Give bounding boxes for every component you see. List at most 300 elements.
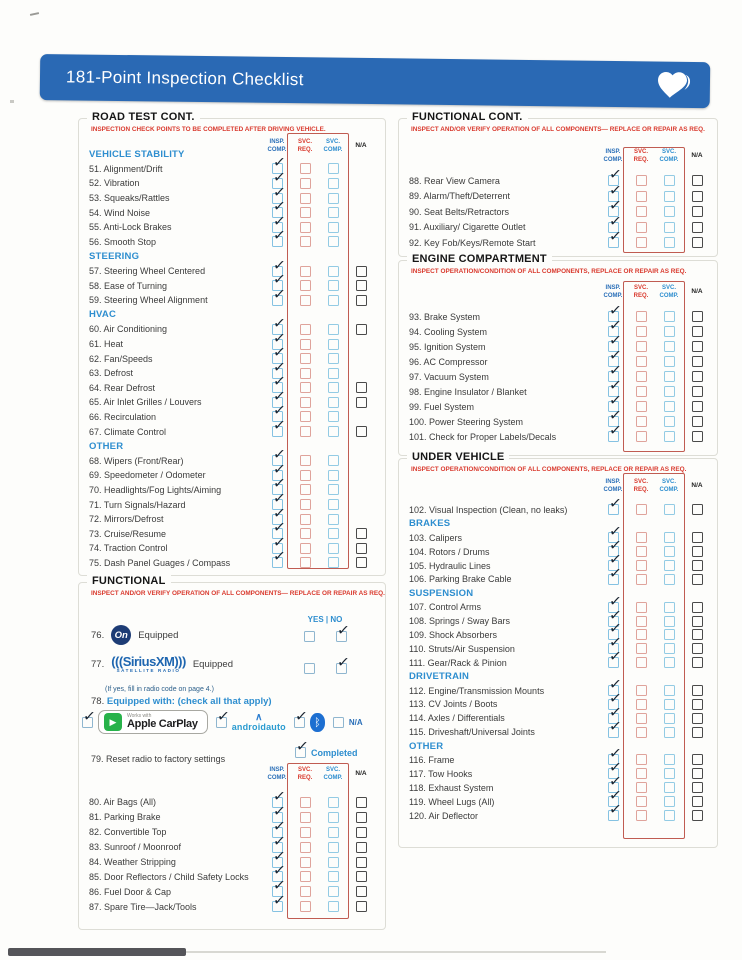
svc-comp-checkbox[interactable]	[664, 416, 675, 427]
svc-req-checkbox[interactable]	[636, 532, 647, 543]
svc-req-checkbox[interactable]	[636, 504, 647, 515]
insp-checkbox[interactable]	[271, 488, 287, 510]
svc-comp-checkbox[interactable]	[328, 827, 339, 838]
svc-req-checkbox[interactable]	[300, 163, 311, 174]
na-checkbox[interactable]	[356, 295, 367, 306]
insp-checkbox[interactable]	[607, 390, 623, 412]
svc-req-checkbox[interactable]	[300, 886, 311, 897]
section-under-vehicle	[398, 451, 718, 848]
na-checkbox[interactable]	[692, 768, 703, 779]
svc-comp-checkbox[interactable]	[664, 341, 675, 352]
svc-req-checkbox[interactable]	[636, 713, 647, 724]
apple-carplay-checkbox[interactable]	[82, 705, 97, 728]
insp-checkbox[interactable]	[271, 503, 287, 525]
svc-comp-checkbox[interactable]	[664, 616, 675, 627]
svc-comp-checkbox[interactable]	[328, 543, 339, 554]
na-checkbox[interactable]	[356, 528, 367, 539]
insp-checkbox[interactable]	[607, 420, 623, 442]
svc-comp-checkbox[interactable]	[328, 222, 339, 233]
item-label: 66. Recirculation	[89, 411, 157, 422]
svc-comp-checkbox[interactable]	[328, 812, 339, 823]
svc-comp-checkbox[interactable]	[328, 797, 339, 808]
insp-checkbox[interactable]	[607, 632, 623, 654]
na-checkbox[interactable]	[356, 382, 367, 393]
svc-comp-checkbox[interactable]	[328, 842, 339, 853]
na-checkbox[interactable]	[356, 827, 367, 838]
item-label: 110. Struts/Air Suspension	[409, 643, 515, 654]
bluetooth-checkbox[interactable]	[294, 705, 309, 728]
insp-checkbox[interactable]	[607, 563, 623, 585]
svc-comp-checkbox[interactable]	[328, 193, 339, 204]
na-checkbox[interactable]	[692, 341, 703, 352]
na-checkbox[interactable]	[692, 222, 703, 233]
na-checkbox[interactable]	[692, 657, 703, 668]
insp-checkbox[interactable]	[271, 400, 287, 422]
svc-req-checkbox[interactable]	[636, 311, 647, 322]
no-checkbox[interactable]	[335, 652, 351, 674]
insp-checkbox[interactable]	[607, 743, 623, 765]
insp-checkbox[interactable]	[607, 330, 623, 352]
svc-req-checkbox[interactable]	[636, 431, 647, 442]
svc-req-checkbox[interactable]	[300, 222, 311, 233]
svc-comp-checkbox[interactable]	[328, 857, 339, 868]
insp-checkbox[interactable]	[607, 375, 623, 397]
insp-checkbox[interactable]	[607, 164, 623, 186]
scan-artifact	[186, 951, 606, 953]
insp-checkbox[interactable]	[607, 591, 623, 613]
check-mark: ✓	[271, 357, 287, 377]
svc-comp-checkbox[interactable]	[664, 311, 675, 322]
check-mark: ✓	[607, 646, 623, 666]
na-checkbox[interactable]	[356, 886, 367, 897]
insp-checkbox[interactable]	[607, 702, 623, 724]
insp-checkbox[interactable]	[271, 517, 287, 539]
svc-req-checkbox[interactable]	[300, 901, 311, 912]
svc-req-checkbox[interactable]	[300, 514, 311, 525]
svc-comp-checkbox[interactable]	[664, 796, 675, 807]
svc-req-checkbox[interactable]	[300, 484, 311, 495]
insp-checkbox[interactable]	[271, 269, 287, 291]
android-auto-logo: ∧ androidauto	[231, 711, 286, 732]
insp-checkbox[interactable]	[607, 405, 623, 427]
na-checkbox[interactable]	[356, 871, 367, 882]
insp-checkbox[interactable]	[271, 386, 287, 408]
item-79-reset-radio: 79. Reset radio to factory settings	[91, 754, 226, 764]
check-mark: ✓	[607, 632, 623, 652]
svc-comp-checkbox[interactable]	[664, 727, 675, 738]
section-functional	[78, 575, 386, 930]
svc-req-checkbox[interactable]	[300, 812, 311, 823]
item-label: 71. Turn Signals/Hazard	[89, 499, 186, 510]
insp-checkbox[interactable]	[271, 532, 287, 554]
yes-checkbox[interactable]	[304, 631, 315, 642]
insp-checkbox[interactable]	[607, 211, 623, 233]
svc-req-checkbox[interactable]	[636, 416, 647, 427]
na-checkbox[interactable]	[356, 324, 367, 335]
insp-checkbox[interactable]	[607, 771, 623, 793]
na-checkbox[interactable]	[356, 266, 367, 277]
section-subtitle: INSPECT OPERATION/CONDITION OF ALL COMPONENTS, REPLACE OR REPAIR AS REQ.	[411, 268, 687, 275]
no-checkbox[interactable]	[335, 620, 351, 642]
svc-req-checkbox[interactable]	[636, 657, 647, 668]
svc-req-checkbox[interactable]	[636, 768, 647, 779]
insp-checkbox[interactable]	[607, 799, 623, 821]
na-checkbox[interactable]	[692, 206, 703, 217]
svc-req-checkbox[interactable]	[636, 754, 647, 765]
svc-req-checkbox[interactable]	[636, 546, 647, 557]
svc-req-checkbox[interactable]	[636, 371, 647, 382]
svc-req-checkbox[interactable]	[300, 266, 311, 277]
na-checkbox[interactable]	[692, 616, 703, 627]
svc-req-checkbox[interactable]	[636, 326, 647, 337]
svc-comp-checkbox[interactable]	[328, 470, 339, 481]
na-checkbox[interactable]	[356, 812, 367, 823]
svc-req-checkbox[interactable]	[636, 386, 647, 397]
svc-comp-checkbox[interactable]	[328, 236, 339, 247]
item-label: 94. Cooling System	[409, 326, 488, 337]
insp-checkbox[interactable]	[271, 875, 287, 897]
insp-checkbox[interactable]	[271, 284, 287, 306]
svc-comp-checkbox[interactable]	[328, 353, 339, 364]
heart-icon	[656, 69, 694, 106]
svc-req-checkbox[interactable]	[636, 191, 647, 202]
svc-comp-checkbox[interactable]	[664, 782, 675, 793]
svc-req-checkbox[interactable]	[636, 810, 647, 821]
insp-checkbox[interactable]	[607, 757, 623, 779]
insp-checkbox[interactable]	[271, 342, 287, 364]
check-mark: ✓	[271, 459, 287, 479]
svc-req-checkbox[interactable]	[300, 842, 311, 853]
svc-req-checkbox[interactable]	[636, 175, 647, 186]
insp-checkbox[interactable]	[607, 345, 623, 367]
insp-checkbox[interactable]	[271, 415, 287, 437]
na-checkbox[interactable]	[356, 901, 367, 912]
check-mark: ✓	[607, 345, 623, 365]
svc-comp-checkbox[interactable]	[664, 356, 675, 367]
svc-comp-checkbox[interactable]	[664, 657, 675, 668]
svc-req-checkbox[interactable]	[636, 237, 647, 248]
na-checkbox[interactable]	[692, 602, 703, 613]
svc-comp-checkbox[interactable]	[328, 557, 339, 568]
svc-comp-checkbox[interactable]	[664, 206, 675, 217]
insp-checkbox[interactable]	[271, 167, 287, 189]
na-checkbox[interactable]	[356, 397, 367, 408]
na-checkbox[interactable]	[356, 543, 367, 554]
na-checkbox[interactable]	[692, 386, 703, 397]
insp-checkbox[interactable]	[271, 181, 287, 204]
checklist-rows	[89, 147, 385, 570]
svc-comp-checkbox[interactable]	[328, 207, 339, 218]
svc-req-checkbox[interactable]	[636, 341, 647, 352]
insp-checkbox[interactable]	[271, 327, 287, 350]
svc-comp-checkbox[interactable]	[664, 768, 675, 779]
svc-comp-checkbox[interactable]	[664, 810, 675, 821]
na-checkbox[interactable]	[692, 326, 703, 337]
svc-req-checkbox[interactable]	[300, 193, 311, 204]
na-checkbox[interactable]	[356, 857, 367, 868]
svc-req-checkbox[interactable]	[636, 685, 647, 696]
svc-req-checkbox[interactable]	[300, 543, 311, 554]
insp-checkbox[interactable]	[607, 493, 623, 515]
svc-req-checkbox[interactable]	[300, 368, 311, 379]
svc-req-checkbox[interactable]	[300, 455, 311, 466]
item-label: 54. Wind Noise	[89, 207, 151, 218]
svc-comp-checkbox[interactable]	[664, 546, 675, 557]
svc-req-checkbox[interactable]	[636, 699, 647, 710]
insp-checkbox[interactable]	[607, 535, 623, 557]
item-label: 82. Convertible Top	[89, 827, 167, 838]
insp-checkbox[interactable]	[271, 357, 287, 379]
svc-req-checkbox[interactable]	[300, 295, 311, 306]
svc-req-checkbox[interactable]	[636, 796, 647, 807]
svc-comp-checkbox[interactable]	[664, 754, 675, 765]
svc-req-checkbox[interactable]	[300, 324, 311, 335]
svc-comp-checkbox[interactable]	[328, 178, 339, 189]
insp-checkbox[interactable]	[607, 785, 623, 807]
completed-checkbox[interactable]	[295, 736, 310, 758]
svc-req-checkbox[interactable]	[300, 857, 311, 868]
svc-comp-checkbox[interactable]	[664, 326, 675, 337]
svc-comp-checkbox[interactable]	[664, 560, 675, 571]
svc-req-checkbox[interactable]	[300, 528, 311, 539]
svc-req-checkbox[interactable]	[300, 470, 311, 481]
item-label: 53. Squeaks/Rattles	[89, 193, 170, 204]
insp-checkbox[interactable]	[607, 360, 623, 382]
svc-req-checkbox[interactable]	[636, 616, 647, 627]
na-checkbox[interactable]	[333, 717, 344, 728]
svc-comp-checkbox[interactable]	[328, 499, 339, 510]
insp-checkbox[interactable]	[271, 254, 287, 277]
item-label: 63. Defrost	[89, 368, 134, 379]
svc-req-checkbox[interactable]	[300, 397, 311, 408]
check-mark: ✓	[295, 736, 310, 756]
insp-checkbox[interactable]	[607, 646, 623, 668]
svc-req-checkbox[interactable]	[300, 236, 311, 247]
insp-checkbox[interactable]	[271, 786, 287, 808]
svc-req-checkbox[interactable]	[300, 426, 311, 437]
na-checkbox[interactable]	[692, 191, 703, 202]
check-mark: ✓	[335, 620, 351, 640]
na-checkbox[interactable]	[692, 727, 703, 738]
na-checkbox[interactable]	[692, 401, 703, 412]
svc-comp-checkbox[interactable]	[328, 901, 339, 912]
insp-checkbox[interactable]	[607, 226, 623, 248]
svc-comp-checkbox[interactable]	[328, 163, 339, 174]
svc-comp-checkbox[interactable]	[328, 397, 339, 408]
svc-req-checkbox[interactable]	[636, 206, 647, 217]
na-checkbox[interactable]	[692, 560, 703, 571]
svc-comp-checkbox[interactable]	[328, 266, 339, 277]
svc-comp-checkbox[interactable]	[664, 602, 675, 613]
na-checkbox[interactable]	[692, 574, 703, 585]
yes-checkbox[interactable]	[304, 663, 315, 674]
insp-checkbox[interactable]	[271, 211, 287, 233]
svc-req-checkbox[interactable]	[300, 207, 311, 218]
svc-req-checkbox[interactable]	[300, 827, 311, 838]
na-checkbox[interactable]	[356, 426, 367, 437]
na-checkbox[interactable]	[692, 629, 703, 640]
svc-comp-checkbox[interactable]	[328, 426, 339, 437]
na-checkbox[interactable]	[692, 504, 703, 515]
insp-checkbox[interactable]	[607, 195, 623, 217]
svc-req-checkbox[interactable]	[300, 871, 311, 882]
svc-req-checkbox[interactable]	[636, 643, 647, 654]
svc-comp-checkbox[interactable]	[328, 871, 339, 882]
svc-req-checkbox[interactable]	[636, 356, 647, 367]
svc-comp-checkbox[interactable]	[664, 237, 675, 248]
insp-checkbox[interactable]	[607, 716, 623, 738]
insp-checkbox[interactable]	[271, 444, 287, 466]
insp-checkbox[interactable]	[271, 473, 287, 495]
svc-req-checkbox[interactable]	[300, 499, 311, 510]
na-checkbox[interactable]	[692, 237, 703, 248]
svc-req-checkbox[interactable]	[300, 280, 311, 291]
na-checkbox[interactable]	[692, 782, 703, 793]
na-checkbox[interactable]	[692, 754, 703, 765]
na-checkbox[interactable]	[692, 532, 703, 543]
insp-checkbox[interactable]	[607, 521, 623, 543]
svc-req-checkbox[interactable]	[636, 629, 647, 640]
insp-checkbox[interactable]	[271, 196, 287, 218]
na-checkbox[interactable]	[692, 175, 703, 186]
svc-comp-checkbox[interactable]	[328, 280, 339, 291]
svc-comp-checkbox[interactable]	[664, 191, 675, 202]
na-checkbox[interactable]	[356, 280, 367, 291]
item-label: 89. Alarm/Theft/Deterrent	[409, 191, 511, 202]
na-checkbox[interactable]	[692, 810, 703, 821]
svc-req-checkbox[interactable]	[300, 178, 311, 189]
svc-comp-checkbox[interactable]	[664, 431, 675, 442]
svc-comp-checkbox[interactable]	[664, 643, 675, 654]
svc-comp-checkbox[interactable]	[328, 528, 339, 539]
na-checkbox[interactable]	[692, 431, 703, 442]
svc-req-checkbox[interactable]	[300, 382, 311, 393]
insp-checkbox[interactable]	[607, 300, 623, 322]
na-checkbox[interactable]	[356, 797, 367, 808]
insp-checkbox[interactable]	[607, 618, 623, 640]
check-mark: ✓	[607, 785, 623, 805]
svc-comp-checkbox[interactable]	[664, 371, 675, 382]
svc-comp-checkbox[interactable]	[664, 713, 675, 724]
svc-req-checkbox[interactable]	[300, 557, 311, 568]
insp-checkbox[interactable]	[271, 313, 287, 335]
insp-checkbox[interactable]	[271, 225, 287, 247]
na-checkbox[interactable]	[692, 699, 703, 710]
insp-checkbox[interactable]	[271, 816, 287, 838]
svc-comp-checkbox[interactable]	[328, 339, 339, 350]
svc-comp-checkbox[interactable]	[664, 386, 675, 397]
check-mark: ✓	[271, 386, 287, 406]
insp-checkbox[interactable]	[271, 371, 287, 393]
svc-comp-checkbox[interactable]	[664, 401, 675, 412]
checklist-item-row	[89, 786, 385, 810]
svc-comp-checkbox[interactable]	[328, 295, 339, 306]
insp-checkbox[interactable]	[607, 549, 623, 571]
svc-req-checkbox[interactable]	[300, 339, 311, 350]
na-checkbox[interactable]	[692, 546, 703, 557]
svc-req-checkbox[interactable]	[636, 782, 647, 793]
svc-comp-checkbox[interactable]	[328, 382, 339, 393]
svc-comp-checkbox[interactable]	[664, 574, 675, 585]
insp-checkbox[interactable]	[271, 890, 287, 912]
na-checkbox[interactable]	[692, 356, 703, 367]
checklist-item-row	[409, 164, 717, 189]
svc-comp-checkbox[interactable]	[328, 484, 339, 495]
insp-checkbox[interactable]	[271, 845, 287, 868]
svc-req-checkbox[interactable]	[300, 411, 311, 422]
item-label: 100. Power Steering System	[409, 416, 524, 427]
svc-req-checkbox[interactable]	[636, 560, 647, 571]
col-head-insp-comp: INSP. COMP.	[267, 767, 287, 781]
col-head-svc-req: SVC. REQ.	[633, 149, 649, 163]
svc-req-checkbox[interactable]	[636, 602, 647, 613]
svc-comp-checkbox[interactable]	[328, 886, 339, 897]
section-subtitle: INSPECTION CHECK POINTS TO BE COMPLETED AFTER DRIVING VEHICLE.	[91, 126, 326, 133]
svc-req-checkbox[interactable]	[636, 727, 647, 738]
svc-req-checkbox[interactable]	[636, 574, 647, 585]
svc-comp-checkbox[interactable]	[664, 685, 675, 696]
na-checkbox[interactable]	[692, 311, 703, 322]
item-label: 106. Parking Brake Cable	[409, 574, 512, 585]
item-label: 60. Air Conditioning	[89, 324, 168, 335]
na-checkbox[interactable]	[692, 713, 703, 724]
insp-checkbox[interactable]	[607, 604, 623, 627]
svc-req-checkbox[interactable]	[636, 222, 647, 233]
svc-req-checkbox[interactable]	[300, 353, 311, 364]
na-checkbox[interactable]	[356, 557, 367, 568]
svc-req-checkbox[interactable]	[300, 797, 311, 808]
item-label: 83. Sunroof / Moonroof	[89, 842, 182, 853]
svc-comp-checkbox[interactable]	[328, 514, 339, 525]
svc-comp-checkbox[interactable]	[664, 629, 675, 640]
insp-checkbox[interactable]	[271, 152, 287, 174]
svc-comp-checkbox[interactable]	[328, 455, 339, 466]
svc-req-checkbox[interactable]	[636, 401, 647, 412]
section-subtitle: INSPECT AND/OR VERIFY OPERATION OF ALL COMPONENTS— REPLACE OR REPAIR AS REQ.	[411, 126, 705, 133]
android-auto-checkbox[interactable]	[215, 705, 231, 728]
item-label: Equipped	[192, 658, 233, 670]
insp-checkbox[interactable]	[271, 860, 287, 882]
insp-checkbox[interactable]	[271, 831, 287, 853]
na-checkbox[interactable]	[692, 371, 703, 382]
svc-comp-checkbox[interactable]	[664, 532, 675, 543]
svc-comp-checkbox[interactable]	[664, 699, 675, 710]
insp-checkbox[interactable]	[607, 674, 623, 696]
insp-checkbox[interactable]	[271, 801, 287, 823]
na-checkbox[interactable]	[692, 685, 703, 696]
svc-comp-checkbox[interactable]	[664, 175, 675, 186]
svc-comp-checkbox[interactable]	[664, 504, 675, 515]
checklist-rows	[409, 493, 717, 822]
insp-checkbox[interactable]	[607, 315, 623, 337]
na-checkbox[interactable]	[692, 796, 703, 807]
svc-comp-checkbox[interactable]	[328, 411, 339, 422]
insp-checkbox[interactable]	[607, 688, 623, 710]
item-76-onstar	[91, 625, 178, 645]
insp-checkbox[interactable]	[271, 546, 287, 568]
checklist-item-row	[409, 493, 717, 517]
svc-comp-checkbox[interactable]	[664, 222, 675, 233]
insp-checkbox[interactable]	[607, 180, 623, 202]
svc-comp-checkbox[interactable]	[328, 324, 339, 335]
item-label: 108. Springs / Sway Bars	[409, 616, 511, 627]
insp-checkbox[interactable]	[271, 459, 287, 481]
col-head-svc-comp: SVC. COMP.	[659, 149, 679, 163]
svc-comp-checkbox[interactable]	[328, 368, 339, 379]
na-checkbox[interactable]	[692, 416, 703, 427]
na-checkbox[interactable]	[356, 842, 367, 853]
na-checkbox[interactable]	[692, 643, 703, 654]
